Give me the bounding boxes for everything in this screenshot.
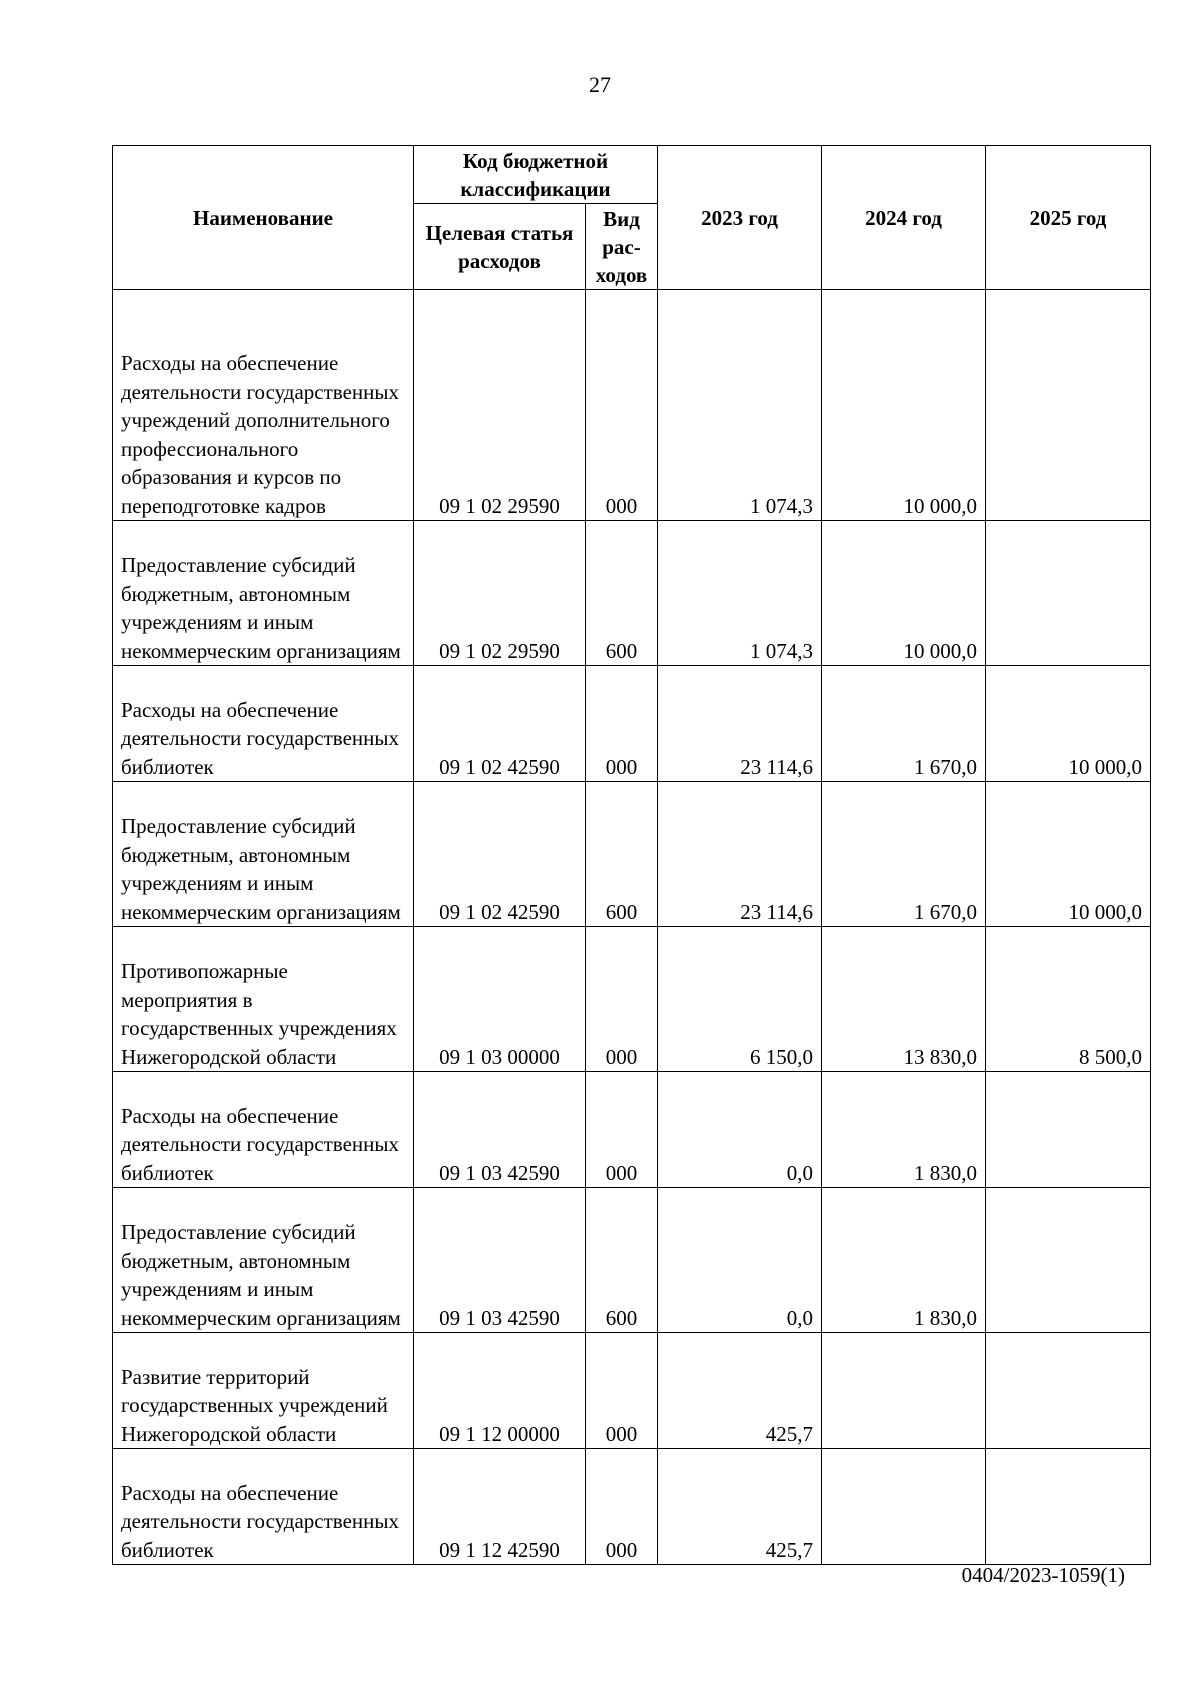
- row-value-2023: 0,0: [658, 1188, 822, 1333]
- row-value-2025: [986, 521, 1151, 666]
- row-name: Развитие территорий государственных учреждений Нижегородской области: [113, 1333, 414, 1449]
- table-row: [113, 1072, 1151, 1188]
- row-value-2024: 10 000,0: [822, 290, 986, 521]
- row-value-2025: [986, 290, 1151, 521]
- row-target-item: 09 1 12 00000: [414, 1333, 586, 1449]
- row-value-2024: [822, 1333, 986, 1449]
- budget-table: [112, 145, 1151, 1565]
- row-name: Расходы на обеспечение деятельности государственных библиотек: [113, 666, 414, 782]
- row-value-2025: 8 500,0: [986, 927, 1151, 1072]
- row-value-2025: 10 000,0: [986, 782, 1151, 927]
- row-value-2024: 1 830,0: [822, 1188, 986, 1333]
- row-value-2024: 1 670,0: [822, 666, 986, 782]
- row-name: Предоставление субсидий бюджетным, автономным учреждениям и иным некоммерческим организациям: [113, 782, 414, 927]
- row-value-2023: 6 150,0: [658, 927, 822, 1072]
- header-budget-code: Код бюджетной классификации: [414, 146, 658, 204]
- row-value-2025: [986, 1449, 1151, 1565]
- table-row: [113, 666, 1151, 782]
- header-name: Наименование: [113, 146, 414, 290]
- row-expense-type: 000: [586, 666, 658, 782]
- table-row: [113, 927, 1151, 1072]
- row-value-2023: 425,7: [658, 1333, 822, 1449]
- row-value-2024: 13 830,0: [822, 927, 986, 1072]
- row-expense-type: 000: [586, 1333, 658, 1449]
- row-target-item: 09 1 03 42590: [414, 1188, 586, 1333]
- row-name: Расходы на обеспечение деятельности государственных библиотек: [113, 1072, 414, 1188]
- table-row: [113, 1333, 1151, 1449]
- row-value-2023: 425,7: [658, 1449, 822, 1565]
- document-code: 0404/2023-1059(1): [961, 1563, 1125, 1587]
- table-row: [113, 782, 1151, 927]
- row-name: Противопожарные мероприятия в государственных учреждениях Нижегородской области: [113, 927, 414, 1072]
- row-expense-type: 600: [586, 782, 658, 927]
- row-value-2023: 1 074,3: [658, 290, 822, 521]
- row-target-item: 09 1 02 29590: [414, 290, 586, 521]
- header-expense-type: Вид рас-ходов: [586, 204, 658, 290]
- header-target-item: Целевая статья расходов: [414, 204, 586, 290]
- table-body: [113, 290, 1151, 1565]
- row-value-2025: [986, 1072, 1151, 1188]
- page-number: 27: [589, 72, 611, 97]
- header-year-2025: 2025 год: [986, 146, 1151, 290]
- row-value-2023: 23 114,6: [658, 782, 822, 927]
- row-expense-type: 000: [586, 1449, 658, 1565]
- row-target-item: 09 1 02 42590: [414, 666, 586, 782]
- row-target-item: 09 1 12 42590: [414, 1449, 586, 1565]
- row-value-2024: 1 830,0: [822, 1072, 986, 1188]
- row-expense-type: 600: [586, 521, 658, 666]
- row-target-item: 09 1 02 29590: [414, 521, 586, 666]
- row-value-2023: 1 074,3: [658, 521, 822, 666]
- row-name: Расходы на обеспечение деятельности государственных библиотек: [113, 1449, 414, 1565]
- row-name: Предоставление субсидий бюджетным, автономным учреждениям и иным некоммерческим организациям: [113, 521, 414, 666]
- row-expense-type: 000: [586, 1072, 658, 1188]
- row-expense-type: 600: [586, 1188, 658, 1333]
- row-expense-type: 000: [586, 290, 658, 521]
- row-name: Предоставление субсидий бюджетным, автономным учреждениям и иным некоммерческим организациям: [113, 1188, 414, 1333]
- row-expense-type: 000: [586, 927, 658, 1072]
- table-row: [113, 1449, 1151, 1565]
- row-value-2025: [986, 1333, 1151, 1449]
- row-target-item: 09 1 03 00000: [414, 927, 586, 1072]
- row-name: Расходы на обеспечение деятельности государственных учреждений дополнительного профессионального образования и курсов по переподготовке кадров: [113, 290, 414, 521]
- row-value-2025: 10 000,0: [986, 666, 1151, 782]
- header-year-2024: 2024 год: [822, 146, 986, 290]
- header-year-2023: 2023 год: [658, 146, 822, 290]
- row-value-2024: [822, 1449, 986, 1565]
- row-value-2023: 0,0: [658, 1072, 822, 1188]
- table-row: [113, 290, 1151, 521]
- row-value-2025: [986, 1188, 1151, 1333]
- row-target-item: 09 1 03 42590: [414, 1072, 586, 1188]
- row-value-2024: 10 000,0: [822, 521, 986, 666]
- row-value-2023: 23 114,6: [658, 666, 822, 782]
- row-target-item: 09 1 02 42590: [414, 782, 586, 927]
- table-row: [113, 521, 1151, 666]
- table-row: [113, 1188, 1151, 1333]
- row-value-2024: 1 670,0: [822, 782, 986, 927]
